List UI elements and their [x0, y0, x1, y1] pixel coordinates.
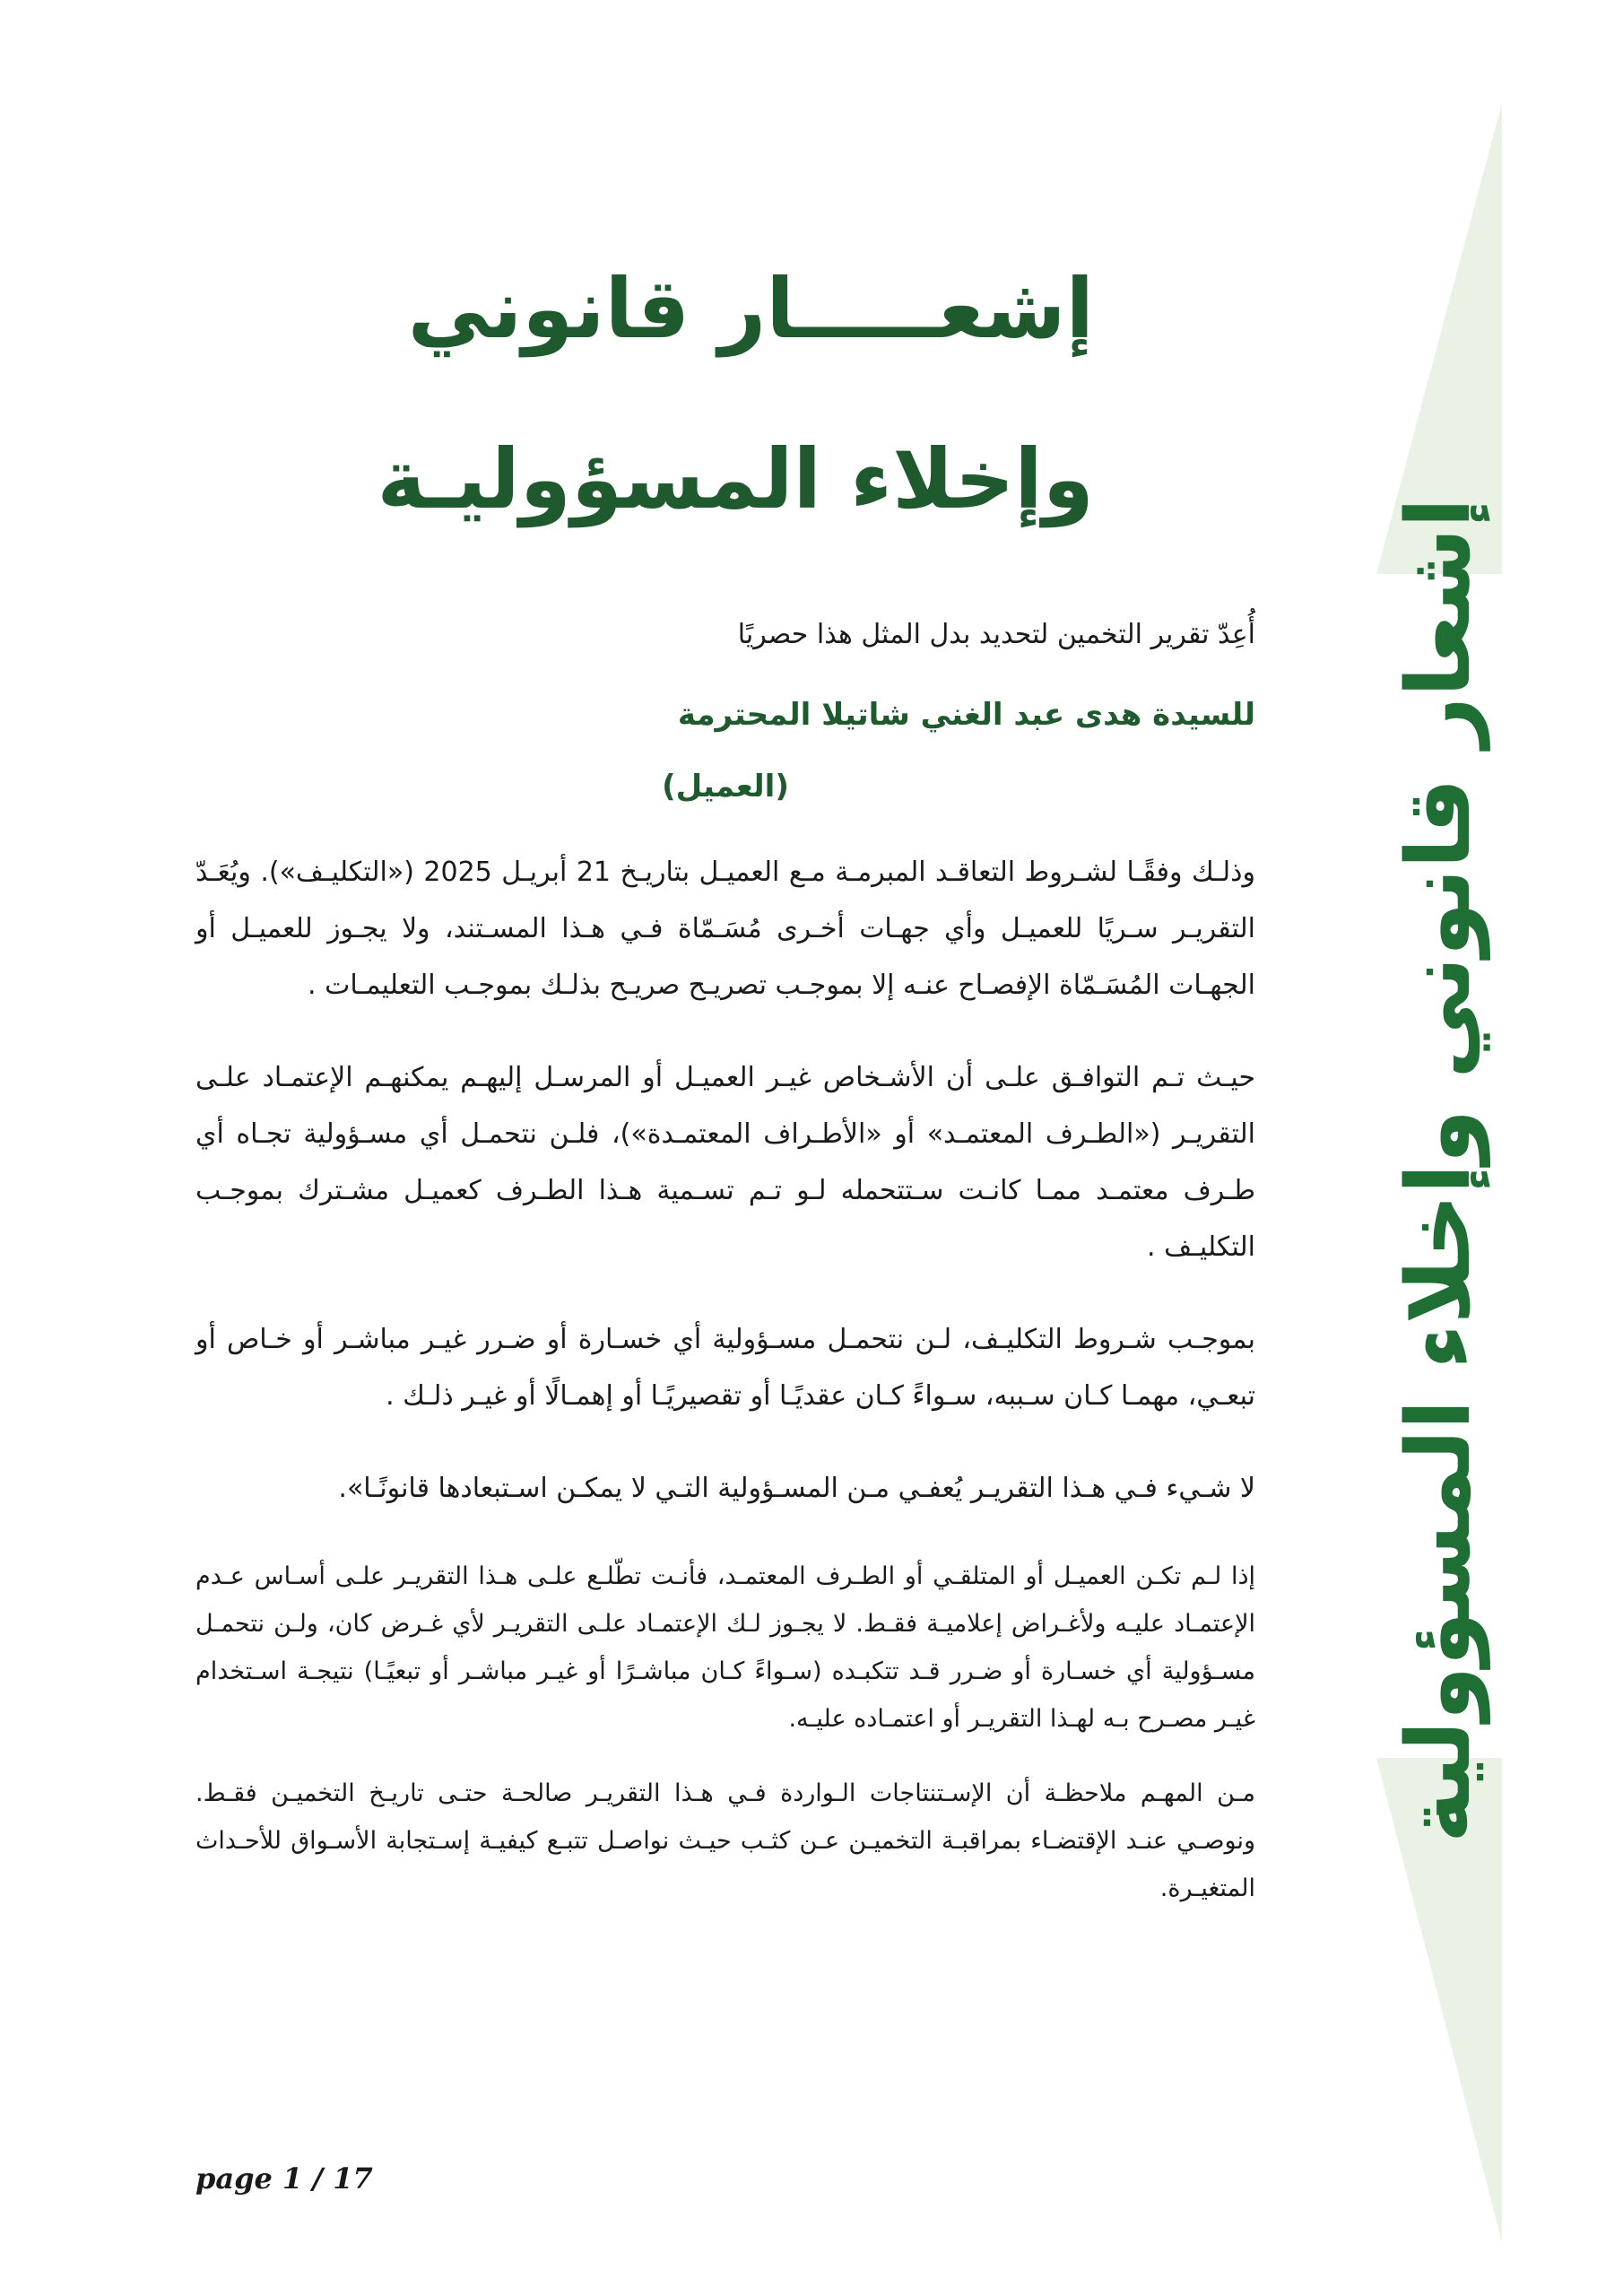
- page-title: [197, 224, 1094, 565]
- paragraph-legal-exclusion: لا شـيء فـي هـذا التقريـر يُعفـي مـن المسـؤولية التـي لا يمكـن اسـتبعادها قانونًـا».: [338, 1473, 1255, 1504]
- recipient-name: للسيدة هدى عبد الغني شاتيلا المحترمة: [677, 697, 1255, 733]
- paragraph-liability-limit: بموجـب شـروط التكليـف، لـن نتحمـل مسـؤولية أي خسـارة أو ضـرر غيـر مباشـر أو خـاص أو تبعـي، مهمـا كـان سـببه، سـواءً كـان عقديًـا أو تقصيريًـا أو إهمـالًا أو غيـر ذلـك .: [195, 1324, 1255, 1412]
- document-body: [195, 619, 1255, 1939]
- recipient-role: (العميل): [662, 769, 789, 804]
- paragraph-validity: مـن المهـم ملاحظـة أن الإسـتنتاجات الـواردة فـي هـذا التقريـر صالحـة حتـى تاريـخ التخميـن فقـط. ونوصـي عنـد الإقتضـاء بمراقبـة التخميـن عـن كثـب حيـث نواصـل تتبـع كيفيـة إسـتجابة الأسـواق للأحـداث المتغيـرة.: [195, 1779, 1255, 1902]
- page-title-line-2: وإخلاء المسؤوليـة: [377, 431, 1094, 527]
- paragraph-relying-parties: حيـث تـم التوافـق علـى أن الأشـخاص غيـر العميـل أو المرسـل إليهـم يمكنهـم الإعتمـاد علـى التقريـر («الطـرف المعتمـد» أو «الأطـراف المعتمـدة»)، فلـن نتحمـل أي مسـؤولية تجـاه أي طـرف معتمـد ممـا كانـت سـتتحمله لـو تـم تسـمية هـذا الطـرف كعميـل مشـترك بموجـب التكليـف .: [195, 1062, 1255, 1263]
- paragraph-engagement: وذلـك وفقًـا لشـروط التعاقـد المبرمـة مـع العميـل بتاريـخ 21 أبريـل 2025 («التكليـف»). ويُعَـدّ التقريـر سـريًا للعميـل وأي جهـات أخـرى مُسَـمّاة فـي هـذا المسـتند، ولا يجـوز للعميـل أو الجهـات المُسَـمّاة الإفصـاح عنـه إلا بموجـب تصريـح صريـح بذلـك بموجـب التعليمـات .: [195, 857, 1256, 1001]
- paragraph-non-reliance: إذا لـم تكـن العميـل أو المتلقـي أو الطـرف المعتمـد، فأنـت تطّلـع علـى هـذا التقريـر علـى أسـاس عـدم الإعتمـاد عليـه ولأغـراض إعلاميـة فقـط. لا يجـوز لـك الإعتمـاد علـى التقريـر لأي غـرض كان، ولـن نتحمـل مسـؤولية أي خسـارة أو ضـرر قـد تتكبـده (سـواءً كـان مباشـرًا أو غيـر مباشـر أو تبعيًـا) نتيجـة اسـتخدام غيـر مصـرح بـه لهـذا التقريـر أو اعتمـاده عليـه.: [195, 1562, 1255, 1733]
- prepared-note: أُعِدّ تقرير التخمين لتحديد بدل المثل هذا حصريًا: [737, 619, 1255, 650]
- page-title-line-1: إشعـــــار قانوني: [407, 261, 1094, 357]
- page-number: page 1 / 17: [195, 2161, 373, 2196]
- side-vertical-title-text: إشعار قانوني وإخلاء المسؤولية: [1388, 497, 1490, 1844]
- side-vertical-title: [1385, 497, 1493, 1844]
